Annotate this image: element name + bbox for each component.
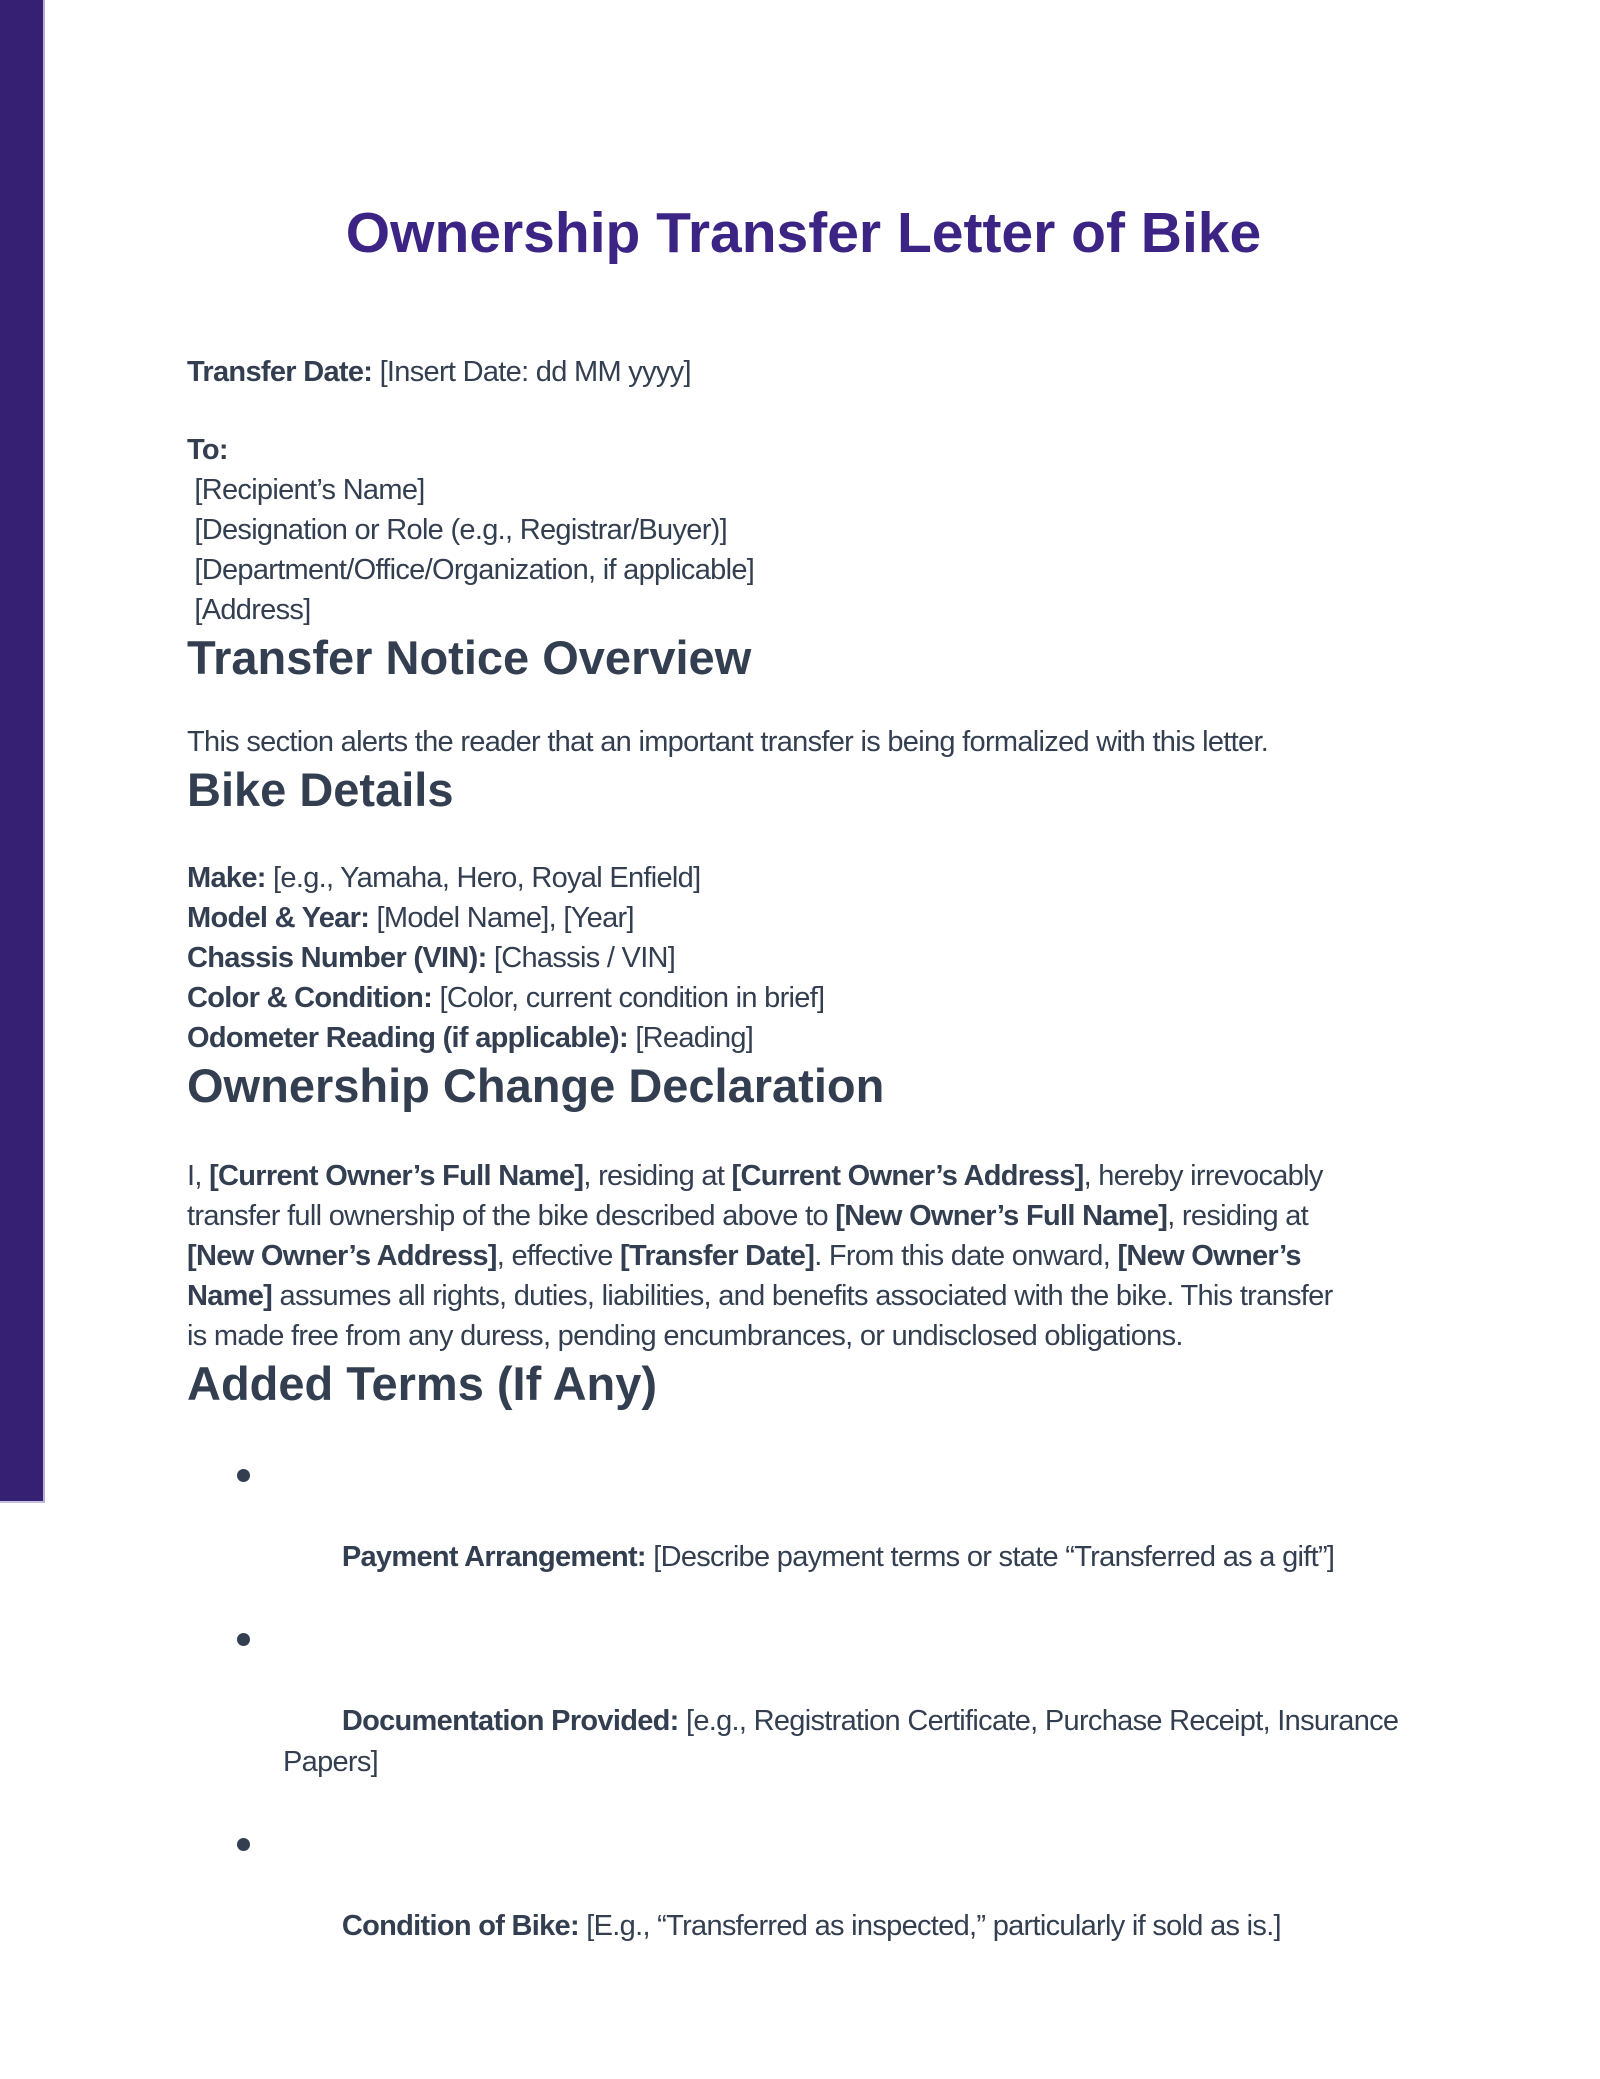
- section-heading-transfer-notice-overview: Transfer Notice Overview: [187, 631, 752, 684]
- recipient-address-block: To: [Recipient’s Name] [Designation or Role (e.g., Registrar/Buyer)] [Department/Office/Organization, if applicable] [Address]: [187, 434, 755, 626]
- document-title: Ownership Transfer Letter of Bike: [345, 201, 1262, 265]
- added-terms-list: [187, 1455, 1420, 1988]
- added-term-text: Documentation Provided: [e.g., Registration Certificate, Purchase Receipt, Insurance Papers]: [283, 1705, 1399, 1778]
- bullet-icon: [237, 1469, 250, 1482]
- transfer-date-line: Transfer Date: [Insert Date: dd MM yyyy]: [187, 356, 691, 388]
- overview-paragraph: This section alerts the reader that an important transfer is being formalized with this letter.: [187, 726, 1269, 758]
- added-term-item-documentation: [187, 1619, 1420, 1824]
- letter-content: [187, 0, 1420, 1988]
- added-term-item-payment: [187, 1455, 1420, 1619]
- added-term-item-condition: [187, 1824, 1420, 1988]
- section-heading-bike-details: Bike Details: [187, 763, 454, 816]
- section-heading-ownership-change-declaration: Ownership Change Declaration: [187, 1059, 885, 1112]
- bike-details-list: Make: [e.g., Yamaha, Hero, Royal Enfield] Model & Year: [Model Name], [Year] Chassis Number (VIN): [Chassis / VIN] Color & Condition: [Color, current condition in brief] Odometer Reading (if applicable): [Reading]: [187, 862, 825, 1054]
- added-term-text: Condition of Bike: [E.g., “Transferred as inspected,” particularly if sold as is.]: [341, 1910, 1281, 1942]
- left-accent-bar: [0, 0, 45, 1503]
- added-term-text: Payment Arrangement: [Describe payment terms or state “Transferred as a gift”]: [341, 1541, 1335, 1573]
- section-heading-added-terms: Added Terms (If Any): [187, 1357, 658, 1410]
- bullet-icon: [237, 1633, 250, 1646]
- declaration-paragraph: I, [Current Owner’s Full Name], residing at [Current Owner’s Address], hereby irrevocably transfer full ownership of the bike described above to [New Owner’s Full Name], residing at [New Owner’s Address], effective [Transfer Date]. From this date onward, [New Owner’s Name] assumes all rights, duties, liabilities, and benefits associated with the bike. This transfer is made free from any duress, pending encumbrances, or undisclosed obligations.: [187, 1160, 1333, 1352]
- bullet-icon: [237, 1838, 250, 1851]
